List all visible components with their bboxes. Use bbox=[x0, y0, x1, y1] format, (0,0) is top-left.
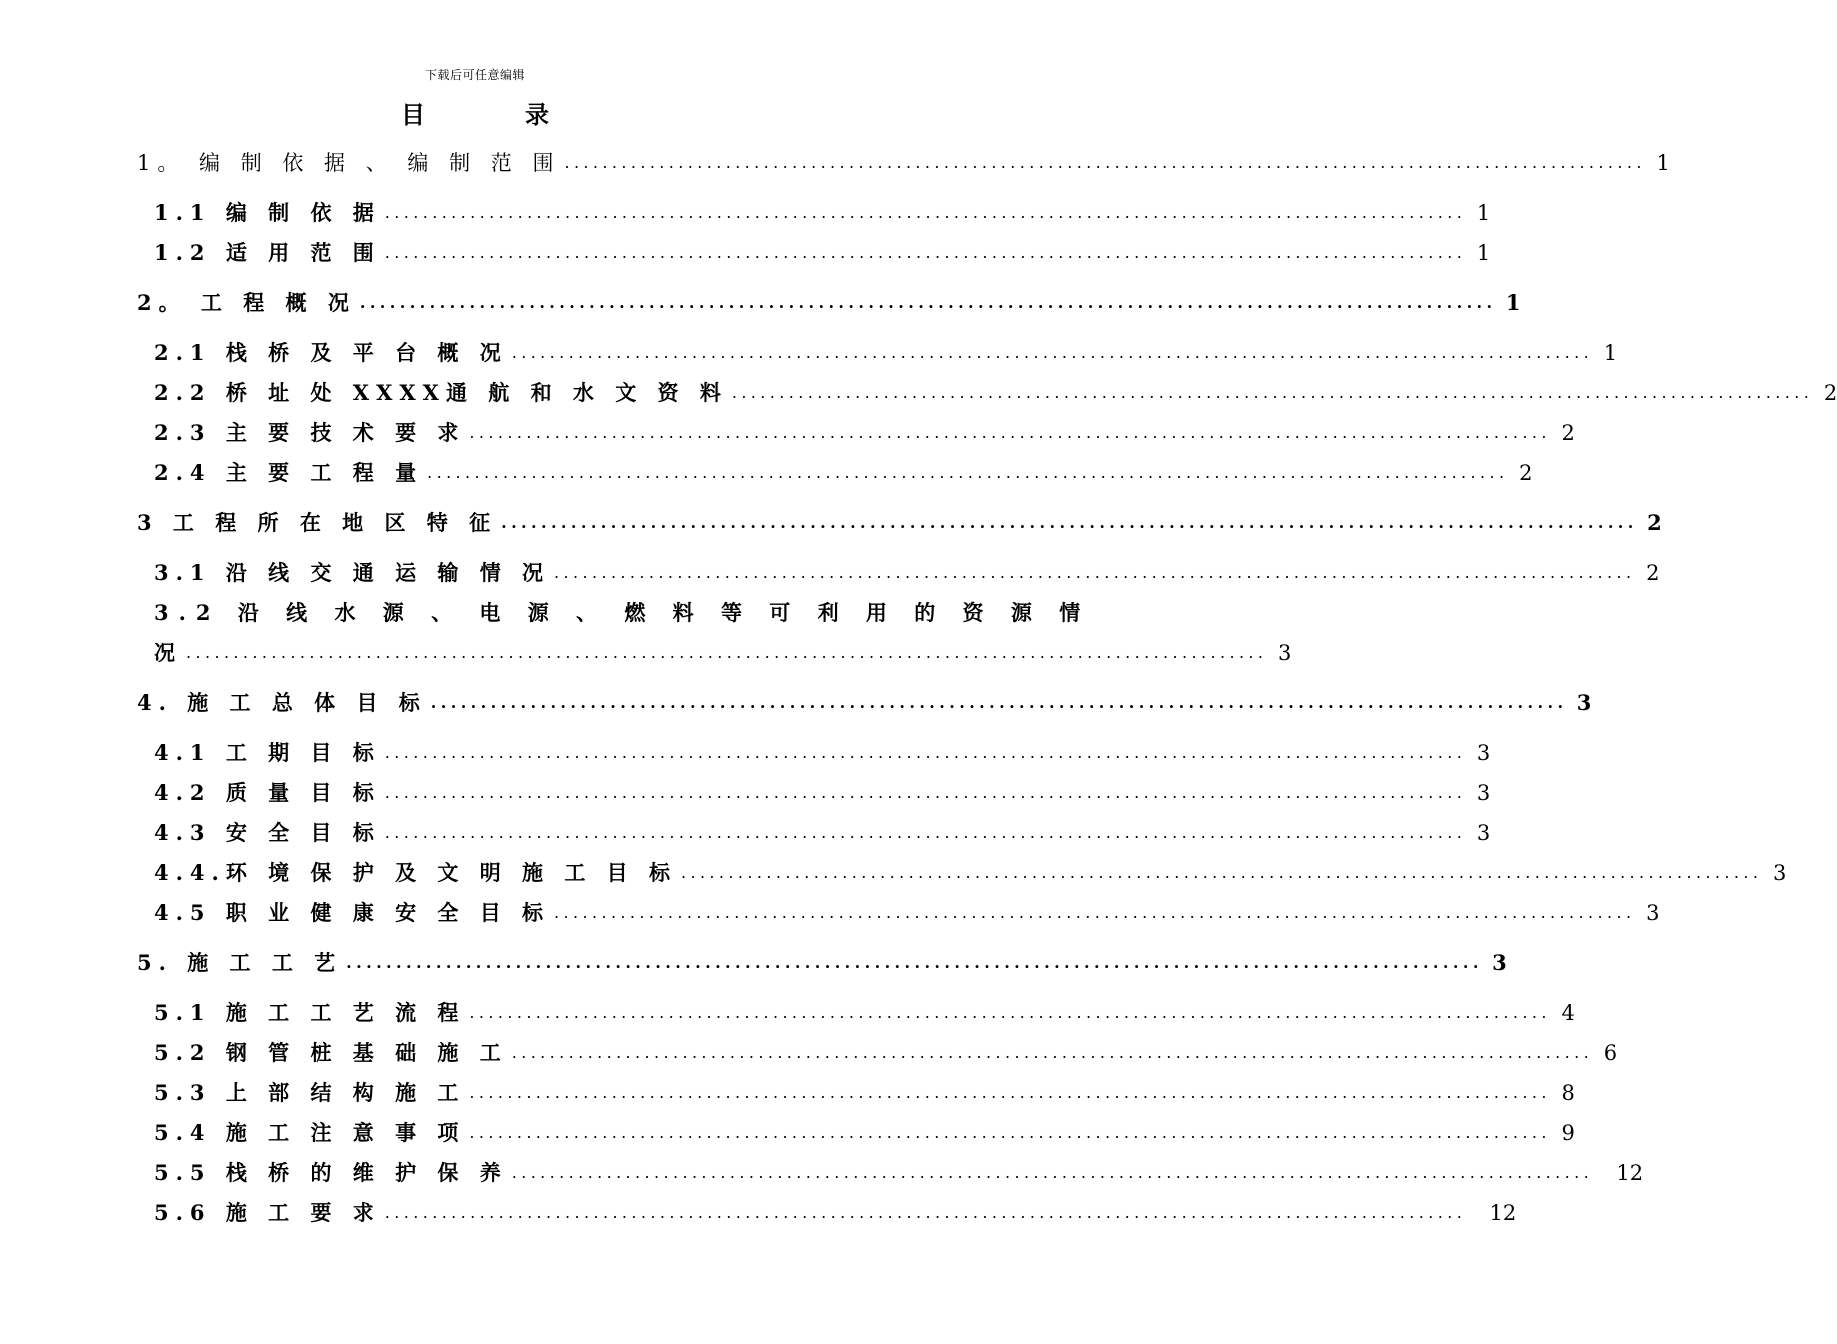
toc-entry-4-5[interactable] bbox=[0, 897, 1660, 929]
toc-leader-dots: .................................................................................................................. bbox=[469, 423, 1551, 442]
toc-entry-label: 3.1 沿 线 交 通 运 输 情 况 bbox=[154, 560, 551, 585]
page-title bbox=[0, 95, 950, 130]
toc-entry-page: 1 bbox=[1476, 201, 1491, 225]
toc-entry-label: 5.6 施 工 要 求 bbox=[154, 1200, 381, 1225]
toc-entry-3-2[interactable] bbox=[0, 637, 1292, 669]
toc-entry-2-4[interactable] bbox=[0, 457, 1533, 489]
toc-entry-page: 1 bbox=[1656, 151, 1670, 175]
toc-entry-label: 2。 工 程 概 况 bbox=[137, 290, 356, 315]
page-header-note: 下载后可任意编辑 bbox=[424, 68, 525, 82]
toc-leader-dots: .................................................................................................................. bbox=[554, 903, 1636, 922]
toc-entry-2-1[interactable] bbox=[0, 337, 1618, 369]
toc-entry-4[interactable] bbox=[0, 687, 1592, 719]
toc-entry-2-2[interactable] bbox=[0, 377, 1837, 409]
toc-entry-label: 4.1 工 期 目 标 bbox=[154, 740, 381, 765]
toc-entry-label: 5.2 钢 管 桩 基 础 施 工 bbox=[154, 1040, 508, 1065]
title-char-left: 目 bbox=[401, 100, 425, 129]
toc-leader-dots: .................................................................................................................. bbox=[384, 243, 1467, 262]
toc-entry-label: 2.2 桥 址 处 XXXX通 航 和 水 文 资 料 bbox=[154, 380, 728, 405]
toc-entry-3-2-first-line[interactable]: 3.2 沿 线 水 源 、 电 源 、 燃 料 等 可 利 用 的 资 源 情 bbox=[154, 600, 1091, 625]
toc-entry-page: 3 bbox=[1646, 901, 1660, 925]
toc-entry-label: 5. 施 工 工 艺 bbox=[137, 950, 343, 975]
toc-entry-5-3[interactable] bbox=[0, 1077, 1575, 1109]
toc-entry-5-1[interactable] bbox=[0, 997, 1575, 1029]
toc-entry-label: 1.1 编 制 依 据 bbox=[154, 200, 381, 225]
toc-entry-5-2[interactable] bbox=[0, 1037, 1618, 1069]
toc-entry-page: 2 bbox=[1823, 381, 1837, 405]
toc-entry-label: 2.4 主 要 工 程 量 bbox=[154, 460, 424, 485]
toc-entry-label: 5.4 施 工 注 意 事 项 bbox=[154, 1120, 466, 1145]
toc-entry-page: 12 bbox=[1489, 1201, 1517, 1225]
toc-entry-page: 2 bbox=[1646, 561, 1660, 585]
toc-leader-dots: .................................................................................................................. bbox=[359, 293, 1497, 312]
toc-entry-page: 4 bbox=[1561, 1001, 1575, 1025]
toc-entry-label: 5.3 上 部 结 构 施 工 bbox=[154, 1080, 466, 1105]
toc-leader-dots: .................................................................................................................. bbox=[511, 343, 1594, 362]
toc-entry-4-1[interactable] bbox=[0, 737, 1491, 769]
toc-entry-page: 2 bbox=[1561, 421, 1575, 445]
toc-entry-1-2[interactable] bbox=[0, 237, 1491, 269]
toc-leader-dots: .................................................................................................................. bbox=[384, 1203, 1467, 1222]
toc-leader-dots: .................................................................................................................. bbox=[564, 153, 1646, 172]
toc-entry-label: 2.3 主 要 技 术 要 求 bbox=[154, 420, 466, 445]
toc-entry-4-3[interactable] bbox=[0, 817, 1491, 849]
toc-leader-dots: .................................................................................................................. bbox=[384, 823, 1467, 842]
toc-entry-2-3[interactable] bbox=[0, 417, 1575, 449]
toc-entry-page: 2 bbox=[1647, 510, 1662, 535]
toc-entry-5-6[interactable] bbox=[0, 1197, 1517, 1229]
toc-entry-3-1[interactable] bbox=[0, 557, 1660, 589]
toc-leader-dots: .................................................................................................................. bbox=[554, 563, 1636, 582]
toc-entry-page: 3 bbox=[1476, 741, 1491, 765]
toc-leader-dots: .................................................................................................................. bbox=[384, 783, 1467, 802]
toc-entry-page: 3 bbox=[1278, 641, 1292, 665]
toc-entry-5-4[interactable] bbox=[0, 1117, 1575, 1149]
toc-leader-dots: .................................................................................................................. bbox=[501, 513, 1638, 532]
toc-entry-label: 况 bbox=[154, 640, 182, 665]
toc-entry-5[interactable] bbox=[0, 947, 1507, 979]
toc-entry-label: 1。 编 制 依 据 、 编 制 范 围 bbox=[137, 151, 561, 175]
toc-entry-page: 3 bbox=[1492, 950, 1507, 975]
toc-leader-dots: .................................................................................................................. bbox=[469, 1083, 1551, 1102]
toc-entry-2[interactable] bbox=[0, 287, 1521, 319]
title-char-right: 录 bbox=[525, 100, 549, 129]
toc-entry-1-1[interactable] bbox=[0, 197, 1491, 229]
toc-leader-dots: .................................................................................................................. bbox=[346, 953, 1483, 972]
toc-entry-page: 8 bbox=[1561, 1081, 1575, 1105]
toc-entry-4-2[interactable] bbox=[0, 777, 1491, 809]
toc-entry-label: 4. 施 工 总 体 目 标 bbox=[137, 690, 427, 715]
toc-entry-label: 2.1 栈 桥 及 平 台 概 况 bbox=[154, 340, 508, 365]
toc-entry-page: 9 bbox=[1561, 1121, 1575, 1145]
toc-entry-1[interactable] bbox=[0, 147, 1670, 179]
toc-entry-page: 3 bbox=[1773, 861, 1787, 885]
toc-leader-dots: .................................................................................................................. bbox=[384, 203, 1467, 222]
toc-entry-label: 5.1 施 工 工 艺 流 程 bbox=[154, 1000, 466, 1025]
toc-entry-page: 1 bbox=[1505, 290, 1521, 315]
toc-leader-dots: .................................................................................................................. bbox=[469, 1003, 1551, 1022]
toc-leader-dots: .................................................................................................................. bbox=[384, 743, 1467, 762]
toc-leader-dots: .................................................................................................................. bbox=[469, 1123, 1551, 1142]
toc-leader-dots: .................................................................................................................. bbox=[731, 383, 1814, 402]
toc-entry-label: 4.2 质 量 目 标 bbox=[154, 780, 381, 805]
toc-entry-page: 6 bbox=[1603, 1041, 1618, 1065]
toc-leader-dots: .................................................................................................................. bbox=[430, 693, 1568, 712]
toc-leader-dots: .................................................................................................................. bbox=[511, 1043, 1594, 1062]
toc-entry-page: 3 bbox=[1576, 690, 1592, 715]
toc-entry-label: 1.2 适 用 范 围 bbox=[154, 240, 381, 265]
toc-entry-page: 2 bbox=[1519, 461, 1533, 485]
toc-entry-3[interactable] bbox=[0, 507, 1662, 539]
toc-entry-page: 3 bbox=[1476, 781, 1491, 805]
toc-entry-page: 3 bbox=[1476, 821, 1491, 845]
toc-entry-label: 4.5 职 业 健 康 安 全 目 标 bbox=[154, 900, 551, 925]
toc-entry-page: 12 bbox=[1616, 1161, 1644, 1185]
toc-entry-label: 4.4.环 境 保 护 及 文 明 施 工 目 标 bbox=[154, 860, 677, 885]
toc-leader-dots: .................................................................................................................. bbox=[511, 1163, 1594, 1182]
toc-leader-dots: .................................................................................................................. bbox=[186, 643, 1268, 662]
toc-entry-page: 1 bbox=[1476, 241, 1491, 265]
toc-entry-label: 3 工 程 所 在 地 区 特 征 bbox=[137, 510, 498, 535]
toc-leader-dots: .................................................................................................................. bbox=[427, 463, 1509, 482]
toc-entry-5-5[interactable] bbox=[0, 1157, 1644, 1189]
toc-entry-4-4[interactable] bbox=[0, 857, 1787, 889]
toc-entry-page: 1 bbox=[1603, 341, 1618, 365]
toc-entry-label: 5.5 栈 桥 的 维 护 保 养 bbox=[154, 1160, 508, 1185]
toc-entry-label: 4.3 安 全 目 标 bbox=[154, 820, 381, 845]
toc-leader-dots: .................................................................................................................. bbox=[680, 863, 1763, 882]
